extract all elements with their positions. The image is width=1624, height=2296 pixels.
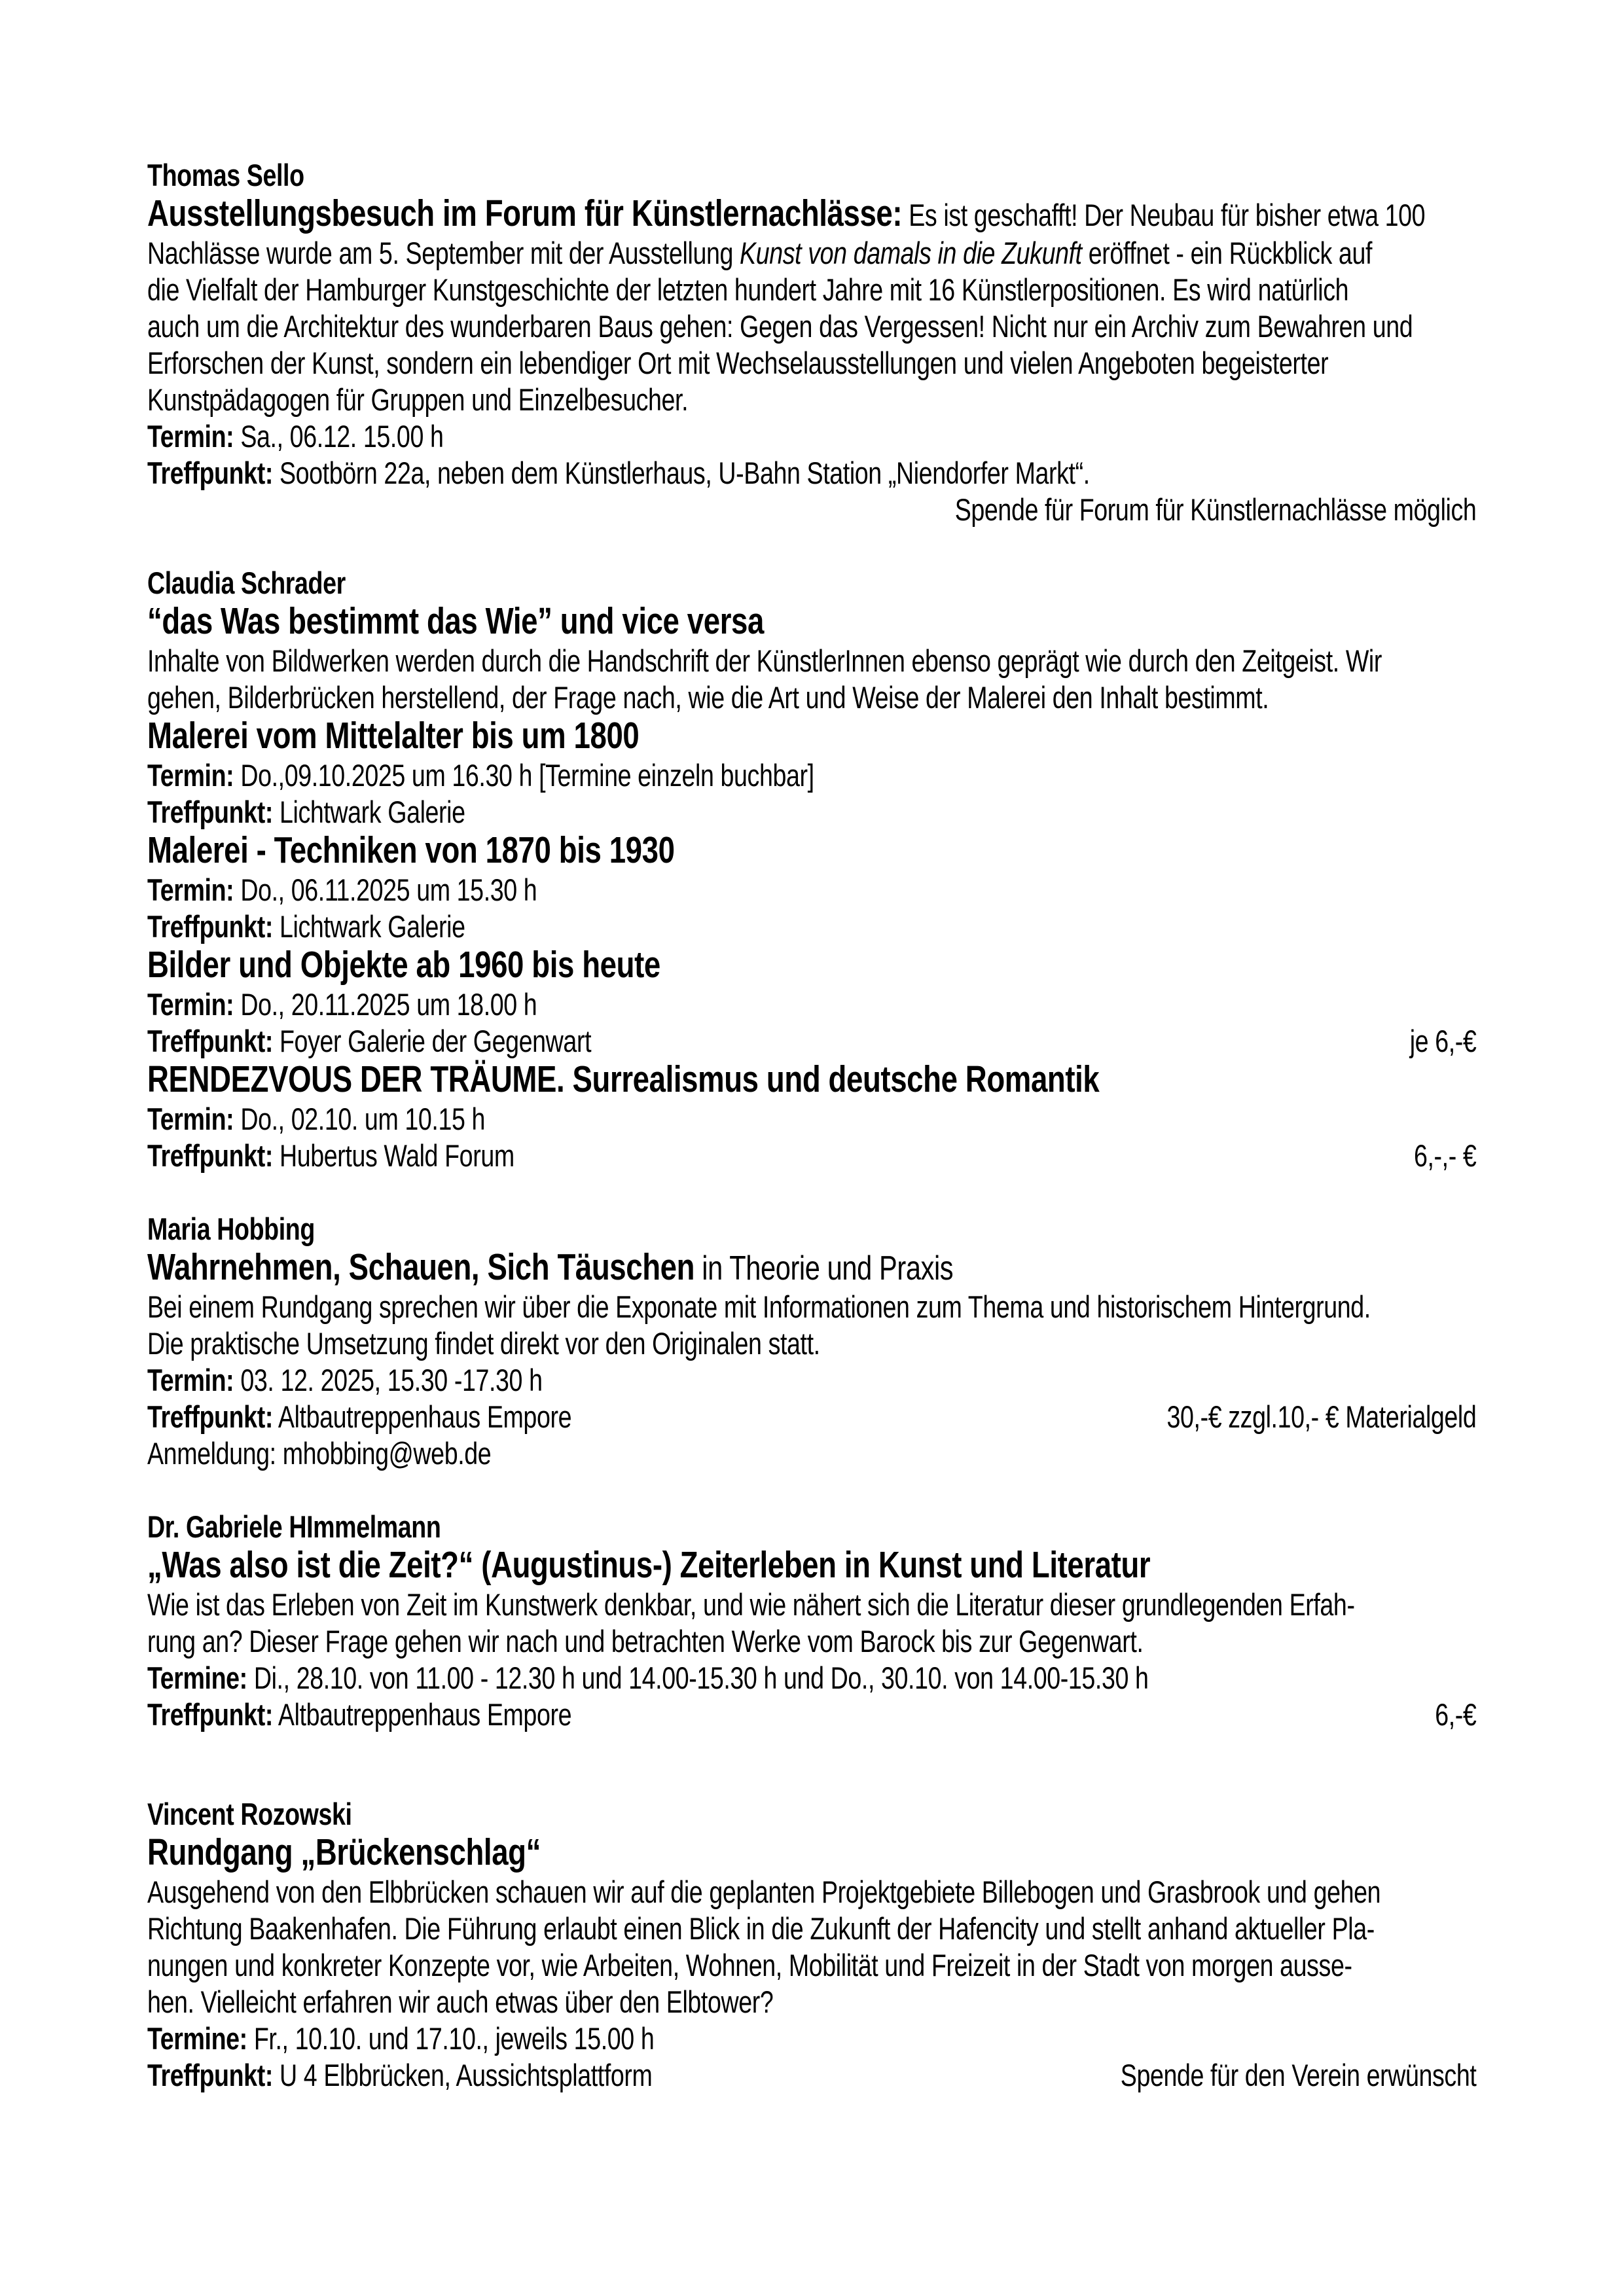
right-aligned-note: 6,-,- € xyxy=(1413,1138,1477,1173)
row-text xyxy=(147,1624,1144,1659)
row-text xyxy=(147,795,465,829)
row-text xyxy=(147,2057,652,2094)
row-text xyxy=(147,1326,820,1361)
description-text: Anmeldung: mhobbing@web.de xyxy=(147,1436,492,1471)
author-name: Claudia Schrader xyxy=(147,565,346,600)
event-title-text: Malerei - Techniken von 1870 bis 1930 xyxy=(147,829,675,871)
right-aligned-note: Spende für Forum für Künstlernachlässe möglich xyxy=(954,492,1477,527)
description-text: Do., 06.11.2025 um 15.30 h xyxy=(234,872,537,907)
author-name: Vincent Rozowski xyxy=(147,1797,352,1831)
event-title-text: Rundgang „Brückenschlag“ xyxy=(147,1831,541,1873)
row-text xyxy=(147,1399,571,1435)
row-text xyxy=(147,419,444,454)
description-text: Es ist geschafft! Der Neubau für bisher etwa 100 xyxy=(902,198,1426,232)
event-title xyxy=(147,601,1476,643)
detail-label: Termine: xyxy=(147,1660,247,1695)
detail-label: Termin: xyxy=(147,1102,234,1136)
row-text xyxy=(147,272,1348,307)
event-detail xyxy=(147,1138,1476,1174)
detail-label: Treffpunkt: xyxy=(147,795,273,829)
detail-label: Termin: xyxy=(147,758,234,793)
event-title xyxy=(147,194,1476,235)
description-line xyxy=(147,308,1476,345)
event-title xyxy=(147,716,1476,757)
detail-label: Treffpunkt: xyxy=(147,1024,273,1058)
description-line xyxy=(147,1587,1476,1623)
program-section xyxy=(147,1211,1476,1472)
description-line xyxy=(147,382,1476,418)
event-title-text: “das Was bestimmt das Wie” und vice versa xyxy=(147,600,764,642)
description-line xyxy=(147,643,1476,679)
detail-label: Termine: xyxy=(147,2021,247,2056)
description-text: U 4 Elbbrücken, Aussichtsplattform xyxy=(272,2058,653,2092)
description-text: Do., 20.11.2025 um 18.00 h xyxy=(234,987,537,1022)
description-text: Do.,09.10.2025 um 16.30 h [Termine einzeln buchbar] xyxy=(234,758,814,793)
row-text xyxy=(147,1436,491,1471)
row-text xyxy=(147,1948,1352,1982)
description-text: Sootbörn 22a, neben dem Künstlerhaus, U-Bahn Station „Niendorfer Markt“. xyxy=(272,456,1090,490)
description-text: Nachlässe wurde am 5. September mit der Ausstellung xyxy=(147,236,740,270)
event-detail xyxy=(147,986,1476,1023)
fee-note xyxy=(147,492,1476,528)
detail-label: Treffpunkt: xyxy=(147,909,273,944)
description-line xyxy=(147,1984,1476,2020)
description-text: eröffnet - ein Rückblick auf xyxy=(1081,236,1372,270)
description-line xyxy=(147,1947,1476,1984)
row-text xyxy=(147,1660,1149,1695)
description-line xyxy=(147,1325,1476,1362)
detail-label: Termin: xyxy=(147,987,234,1022)
program-section xyxy=(147,1796,1476,2094)
event-detail xyxy=(147,1101,1476,1138)
event-title xyxy=(147,1060,1476,1101)
event-detail xyxy=(147,418,1476,455)
row-text xyxy=(147,1363,543,1397)
event-title xyxy=(147,1833,1476,1874)
event-title-text: RENDEZVOUS DER TRÄUME. Surrealismus und deutsche Romantik xyxy=(147,1058,1100,1100)
description-text: Sa., 06.12. 15.00 h xyxy=(234,419,444,454)
exhibition-title-italic: Kunst von damals in die Zukunft xyxy=(740,236,1082,270)
description-text: Richtung Baakenhafen. Die Führung erlaubt einen Blick in die Zukunft der Hafencity und stellt anhand aktueller Pla- xyxy=(147,1911,1375,1946)
right-aligned-note: je 6,-€ xyxy=(1409,1024,1477,1058)
content-column xyxy=(147,157,1476,2094)
description-text: nungen und konkreter Konzepte vor, wie Arbeiten, Wohnen, Mobilität und Freizeit in der Stadt von morgen ausse- xyxy=(147,1948,1352,1982)
description-text: die Vielfalt der Hamburger Kunstgeschichte der letzten hundert Jahre mit 16 Künstlerpositionen. Es wird natürlich xyxy=(147,272,1349,307)
detail-label: Treffpunkt: xyxy=(147,456,273,490)
row-text xyxy=(147,680,1269,715)
event-title-text: Malerei vom Mittelalter bis um 1800 xyxy=(147,715,640,757)
description-line xyxy=(147,679,1476,716)
row-text xyxy=(147,1138,514,1174)
description-line xyxy=(147,1910,1476,1947)
author-name: Maria Hobbing xyxy=(147,1211,315,1246)
event-detail xyxy=(147,1362,1476,1399)
description-line xyxy=(147,272,1476,308)
row-text xyxy=(147,643,1382,678)
row-text xyxy=(147,1696,571,1733)
row-text xyxy=(147,1831,541,1873)
description-text: Ausgehend von den Elbbrücken schauen wir auf die geplanten Projektgebiete Billebogen und Grasbrook und gehen xyxy=(147,1874,1381,1909)
row-text xyxy=(147,1587,1355,1622)
row-text xyxy=(147,829,675,871)
row-text xyxy=(147,382,688,417)
event-detail xyxy=(147,2020,1476,2057)
description-text: Die praktische Umsetzung findet direkt vor den Originalen statt. xyxy=(147,1326,820,1361)
event-detail xyxy=(147,455,1476,492)
row-text xyxy=(147,1289,1371,1324)
program-section xyxy=(147,1509,1476,1733)
row-text xyxy=(147,309,1413,344)
description-line xyxy=(147,345,1476,382)
description-text: Kunstpädagogen für Gruppen und Einzelbesucher. xyxy=(147,382,689,417)
right-aligned-note: 30,-€ zzgl.10,- € Materialgeld xyxy=(1166,1399,1477,1434)
description-line xyxy=(147,235,1476,272)
detail-label: Termin: xyxy=(147,872,234,907)
row-text xyxy=(147,715,640,757)
event-title-text: „Was also ist die Zeit?“ (Augustinus-) Zeiterleben in Kunst und Literatur xyxy=(147,1544,1151,1586)
event-detail xyxy=(147,872,1476,908)
description-text: Hubertus Wald Forum xyxy=(272,1138,514,1173)
description-text: Inhalte von Bildwerken werden durch die Handschrift der KünstlerInnen ebenso geprägt wie durch den Zeitgeist. Wir xyxy=(147,643,1382,678)
description-text: 03. 12. 2025, 15.30 -17.30 h xyxy=(234,1363,543,1397)
row-text xyxy=(147,346,1328,380)
row-text xyxy=(147,1911,1375,1946)
event-title xyxy=(147,1247,1476,1289)
row-text xyxy=(147,1023,591,1060)
row-text xyxy=(147,2021,654,2056)
description-text: Fr., 10.10. und 17.10., jeweils 15.00 h xyxy=(247,2021,655,2056)
row-text xyxy=(147,1058,1100,1100)
row-text xyxy=(147,944,660,986)
row-text xyxy=(147,909,465,944)
description-text: Wie ist das Erleben von Zeit im Kunstwerk denkbar, und wie nähert sich die Literatur dieser grundlegenden Erfah- xyxy=(147,1587,1355,1622)
row-text xyxy=(147,758,814,793)
row-text xyxy=(147,192,1426,234)
event-detail xyxy=(147,2057,1476,2094)
event-detail xyxy=(147,1696,1476,1733)
right-aligned-note: Spende für den Verein erwünscht xyxy=(1120,2058,1477,2092)
description-text: gehen, Bilderbrücken herstellend, der Frage nach, wie die Art und Weise der Malerei den Inhalt bestimmt. xyxy=(147,680,1269,715)
detail-label: Treffpunkt: xyxy=(147,2058,273,2092)
event-title-text: Bilder und Objekte ab 1960 bis heute xyxy=(147,944,660,986)
description-text: Di., 28.10. von 11.00 - 12.30 h und 14.00-15.30 h und Do., 30.10. von 14.00-15.30 h xyxy=(247,1660,1149,1695)
event-title-text: Wahrnehmen, Schauen, Sich Täuschen xyxy=(147,1246,695,1288)
event-title xyxy=(147,1545,1476,1587)
row-text xyxy=(147,872,537,907)
detail-label: Treffpunkt: xyxy=(147,1138,273,1173)
event-title-text: Ausstellungsbesuch im Forum für Künstlernachlässe: xyxy=(147,192,903,234)
content-column-outer xyxy=(147,157,1624,2094)
row-text xyxy=(147,456,1090,490)
description-line xyxy=(147,1623,1476,1660)
author-name: Dr. Gabriele HImmelmann xyxy=(147,1509,441,1544)
detail-label: Termin: xyxy=(147,419,234,454)
event-detail xyxy=(147,794,1476,831)
event-detail xyxy=(147,1399,1476,1435)
row-text xyxy=(147,1544,1151,1586)
description-text: Altbautreppenhaus Empore xyxy=(272,1399,572,1434)
event-title xyxy=(147,945,1476,986)
description-line xyxy=(147,1435,1476,1472)
row-text xyxy=(147,236,1372,270)
description-text: Do., 02.10. um 10.15 h xyxy=(234,1102,486,1136)
description-text: Erforschen der Kunst, sondern ein lebendiger Ort mit Wechselausstellungen und vielen Angeboten begeisterter xyxy=(147,346,1329,380)
row-text xyxy=(147,1102,485,1136)
description-line xyxy=(147,1289,1476,1325)
description-text: Lichtwark Galerie xyxy=(272,795,465,829)
row-text xyxy=(147,600,764,642)
event-detail xyxy=(147,1660,1476,1696)
program-section xyxy=(147,157,1476,528)
event-detail xyxy=(147,908,1476,945)
description-text: Foyer Galerie der Gegenwart xyxy=(272,1024,592,1058)
description-line xyxy=(147,1874,1476,1910)
event-title xyxy=(147,831,1476,872)
description-text: hen. Vielleicht erfahren wir auch etwas über den Elbtower? xyxy=(147,1984,774,2019)
description-text: Bei einem Rundgang sprechen wir über die Exponate mit Informationen zum Thema und historischem Hintergrund. xyxy=(147,1289,1371,1324)
event-detail xyxy=(147,757,1476,794)
event-detail xyxy=(147,1023,1476,1060)
right-aligned-note: 6,-€ xyxy=(1435,1697,1477,1732)
row-text xyxy=(147,987,537,1022)
description-text: rung an? Dieser Frage gehen wir nach und betrachten Werke vom Barock bis zur Gegenwart. xyxy=(147,1624,1144,1659)
description-text: Altbautreppenhaus Empore xyxy=(272,1697,572,1732)
description-text: auch um die Architektur des wunderbaren Baus gehen: Gegen das Vergessen! Nicht nur ein Archiv zum Bewahren und xyxy=(147,309,1413,344)
detail-label: Termin: xyxy=(147,1363,234,1397)
row-text xyxy=(147,1246,954,1288)
description-text: Lichtwark Galerie xyxy=(272,909,465,944)
program-section xyxy=(147,565,1476,1174)
author-name: Thomas Sello xyxy=(147,158,304,192)
row-text xyxy=(147,1984,773,2019)
event-subtitle-text: in Theorie und Praxis xyxy=(695,1249,954,1287)
detail-label: Treffpunkt: xyxy=(147,1399,273,1434)
detail-label: Treffpunkt: xyxy=(147,1697,273,1732)
row-text xyxy=(147,1874,1380,1909)
